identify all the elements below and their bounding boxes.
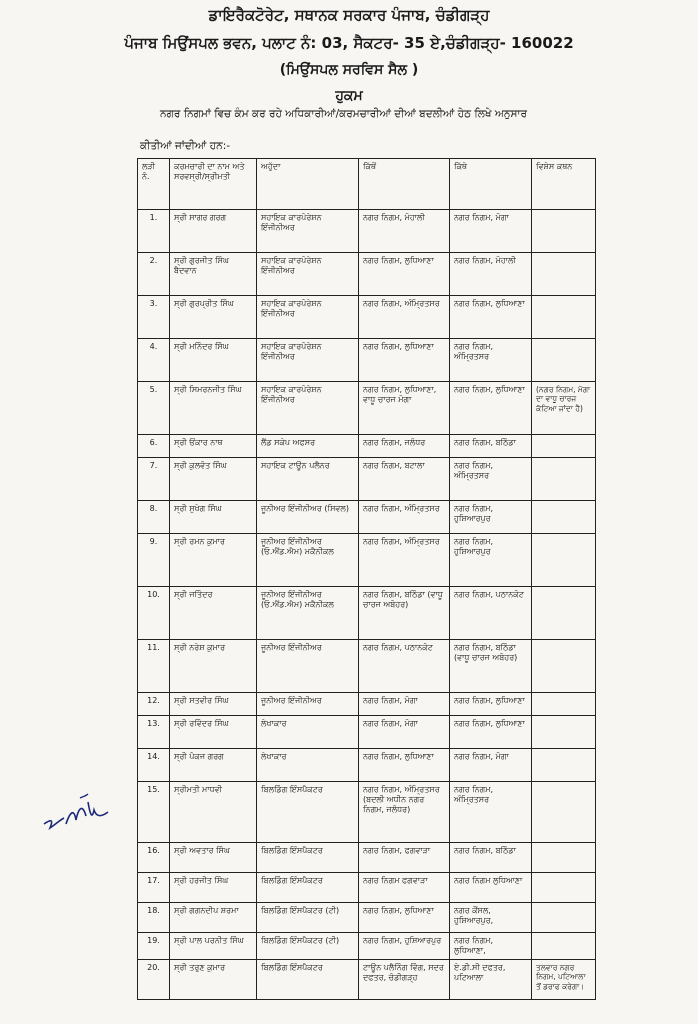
row-remarks	[532, 587, 596, 640]
row-serial: 14.	[138, 749, 170, 782]
table-row	[138, 587, 596, 640]
row-name: ਸ੍ਰੀ ਗਗਨਦੀਪ ਸ਼ਰਮਾ	[170, 903, 257, 933]
row-designation: ਸਹਾਇਕ ਕਾਰਪੋਰੇਸ਼ਨ ਇੰਜੀਨੀਅਰ	[257, 339, 359, 382]
row-serial: 13.	[138, 716, 170, 749]
row-serial: 5.	[138, 382, 170, 435]
row-name: ਸ੍ਰੀ ਸੁਖੇਗ ਸਿੰਘ	[170, 501, 257, 534]
row-name: ਸ੍ਰੀ ਗੁਰਪ੍ਰੀਤ ਸਿੰਘ	[170, 296, 257, 339]
table-row	[138, 782, 596, 843]
row-from: ਨਗਰ ਨਿਗਮ, ਲੁਧਿਆਣਾ	[359, 253, 450, 296]
row-designation: ਸਹਾਇਕ ਕਾਰਪੋਰੇਸ਼ਨ ਇੰਜੀਨੀਅਰ	[257, 382, 359, 435]
row-designation: ਲੈਂਡ ਸਕੇਪ ਅਫਸਰ	[257, 435, 359, 458]
row-to: ਨਗਰ ਨਿਗਮ, ਹੁਸ਼ਿਆਰਪੁਰ	[450, 534, 532, 587]
row-designation: ਬਿਲਡਿੰਗ ਇੰਸਪੈਕਟਰ	[257, 843, 359, 873]
row-name: ਸ੍ਰੀ ਕੁਲਵੰਤ ਸਿੰਘ	[170, 458, 257, 501]
table-body	[138, 210, 596, 1000]
row-designation: ਬਿਲਡਿੰਗ ਇੰਸਪੈਕਟਰ (ਟੀ)	[257, 903, 359, 933]
row-serial: 10.	[138, 587, 170, 640]
table-row	[138, 253, 596, 296]
row-from: ਨਗਰ ਨਿਗਮ, ਲੁਧਿਆਣਾ, ਵਾਧੂ ਚਾਰਜ ਮੋਗਾ	[359, 382, 450, 435]
row-name: ਸ੍ਰੀ ਅਵਤਾਰ ਸਿੰਘ	[170, 843, 257, 873]
row-from: ਨਗਰ ਨਿਗਮ, ਲੁਧਿਆਣਾ	[359, 749, 450, 782]
header-to: ਕਿੱਥੇ	[450, 159, 532, 210]
table-row	[138, 873, 596, 903]
row-to: ਨਗਰ ਨਿਗਮ, ਲੁਧਿਆਣਾ	[450, 296, 532, 339]
row-remarks	[532, 435, 596, 458]
table-row	[138, 339, 596, 382]
row-remarks	[532, 640, 596, 693]
row-from: ਨਗਰ ਨਿਗਮ, ਅੰਮ੍ਰਿਤਸਰ	[359, 534, 450, 587]
row-from: ਨਗਰ ਨਿਗਮ, ਅੰਮ੍ਰਿਤਸਰ (ਬਦਲੀ ਅਧੀਨ ਨਗਰ ਨਿਗਮ, ਜਲੰਧਰ)	[359, 782, 450, 843]
row-from: ਨਗਰ ਨਿਗਮ, ਫਗਵਾੜਾ	[359, 843, 450, 873]
row-serial: 9.	[138, 534, 170, 587]
row-designation: ਜੂਨੀਅਰ ਇੰਜੀਨੀਅਰ (ਓ.ਐਂਡ.ਐਮ) ਮਕੈਨੀਕਲ	[257, 534, 359, 587]
row-to: ਏ.ਡੀ.ਸੀ ਦਫਤਰ, ਪਟਿਆਲਾ	[450, 960, 532, 1000]
row-name: ਸ੍ਰੀ ਸਤਵੀਰ ਸਿੰਘ	[170, 693, 257, 716]
row-from: ਨਗਰ ਨਿਗਮ, ਲੁਧਿਆਣਾ	[359, 339, 450, 382]
row-from: ਨਗਰ ਨਿਗਮ, ਬਟਾਲਾ	[359, 458, 450, 501]
intro-line-1: ਨਗਰ ਨਿਗਮਾਂ ਵਿਚ ਕੰਮ ਕਰ ਰਹੇ ਅਧਿਕਾਰੀਆਂ/ਕਰਮਚਾਰੀਆਂ ਦੀਆਂ ਬਦਲੀਆਂ ਹੇਠ ਲਿਖੇ ਅਨੁਸਾਰ	[160, 108, 527, 120]
row-remarks	[532, 210, 596, 253]
table-row	[138, 903, 596, 933]
table-header-row	[138, 159, 596, 210]
header-designation: ਅਹੁੱਦਾ	[257, 159, 359, 210]
row-serial: 1.	[138, 210, 170, 253]
header-name: ਕਰਮਚਾਰੀ ਦਾ ਨਾਮ ਅਤੇ ਸਰਵਸ੍ਰੀ/ਸ੍ਰੀਮਤੀ	[170, 159, 257, 210]
row-remarks	[532, 782, 596, 843]
row-remarks: (ਨਗਰ ਨਿਗਮ, ਮੋਗਾ ਦਾ ਵਾਧੂ ਚਾਰਜ ਕੱਟਿਆ ਜਾਂਦਾ ਹੈ)	[532, 382, 596, 435]
table-row	[138, 435, 596, 458]
row-serial: 6.	[138, 435, 170, 458]
row-designation: ਜੂਨੀਅਰ ਇੰਜੀਨੀਅਰ	[257, 693, 359, 716]
row-to: ਨਗਰ ਨਿਗਮ, ਮੋਹਾਲੀ	[450, 253, 532, 296]
table-row	[138, 933, 596, 960]
row-from: ਨਗਰ ਨਿਗਮ ਫਗਵਾੜਾ	[359, 873, 450, 903]
row-remarks	[532, 903, 596, 933]
row-to: ਨਗਰ ਨਿਗਮ, ਮੋਗਾ	[450, 749, 532, 782]
row-serial: 3.	[138, 296, 170, 339]
row-remarks: ਤਲਵਾਰ ਨਗਰ ਨਿਗਮ, ਪਟਿਆਲਾ ਤੋਂ ਡਰਾਫ ਕਰੇਗਾ।	[532, 960, 596, 1000]
table-row	[138, 501, 596, 534]
row-from: ਟਾਊਨ ਪਲੈਨਿੰਗ ਵਿੰਗ, ਸਦਰ ਦਫਤਰ, ਚੰਡੀਗੜ੍ਹ	[359, 960, 450, 1000]
row-remarks	[532, 501, 596, 534]
row-designation: ਸਹਾਇਕ ਕਾਰਪੋਰੇਸ਼ਨ ਇੰਜੀਨੀਅਰ	[257, 296, 359, 339]
row-serial: 12.	[138, 693, 170, 716]
row-serial: 8.	[138, 501, 170, 534]
row-serial: 18.	[138, 903, 170, 933]
row-serial: 11.	[138, 640, 170, 693]
table-row	[138, 716, 596, 749]
row-remarks	[532, 534, 596, 587]
row-from: ਨਗਰ ਨਿਗਮ, ਅੰਮ੍ਰਿਤਸਰ	[359, 296, 450, 339]
row-from: ਨਗਰ ਨਿਗਮ, ਮੋਗਾ	[359, 716, 450, 749]
row-name: ਸ੍ਰੀ ਪਾਲ ਪਰਨੀਤ ਸਿੰਘ	[170, 933, 257, 960]
row-name: ਸ੍ਰੀ ਰਵਿੰਦਰ ਸਿੰਘ	[170, 716, 257, 749]
row-name: ਸ੍ਰੀ ਓਂਕਾਰ ਨਾਥ	[170, 435, 257, 458]
table-row	[138, 640, 596, 693]
row-from: ਨਗਰ ਨਿਗਮ, ਜਲੰਧਰ	[359, 435, 450, 458]
row-designation: ਬਿਲਡਿੰਗ ਇੰਸਪੈਕਟਰ (ਟੀ)	[257, 933, 359, 960]
row-name: ਸ੍ਰੀ ਤਰੁਣ ਕੁਮਾਰ	[170, 960, 257, 1000]
row-remarks	[532, 873, 596, 903]
row-serial: 15.	[138, 782, 170, 843]
row-remarks	[532, 933, 596, 960]
row-to: ਨਗਰ ਨਿਗਮ, ਬਠਿੰਡਾ	[450, 843, 532, 873]
row-name: ਸ੍ਰੀਮਤੀ ਮਾਧਵੀ	[170, 782, 257, 843]
row-designation: ਸਹਾਇਕ ਟਾਊਨ ਪਲੈਨਰ	[257, 458, 359, 501]
row-serial: 17.	[138, 873, 170, 903]
row-designation: ਜੂਨੀਅਰ ਇੰਜੀਨੀਅਰ (ਸਿਵਲ)	[257, 501, 359, 534]
table-row	[138, 296, 596, 339]
row-to: ਨਗਰ ਨਿਗਮ, ਪਠਾਨਕੋਟ	[450, 587, 532, 640]
row-to: ਨਗਰ ਕੌਂਸਲ, ਹੁਸ਼ਿਆਰਪੁਰ,	[450, 903, 532, 933]
header-from: ਕਿੱਥੋਂ	[359, 159, 450, 210]
row-designation: ਸਹਾਇਕ ਕਾਰਪੋਰੇਸ਼ਨ ਇੰਜੀਨੀਅਰ	[257, 253, 359, 296]
row-from: ਨਗਰ ਨਿਗਮ, ਹੁਸ਼ਿਆਰਪੁਰ	[359, 933, 450, 960]
row-designation: ਬਿਲਡਿੰਗ ਇੰਸਪੈਕਟਰ	[257, 782, 359, 843]
row-name: ਸ੍ਰੀ ਨਰੇਸ਼ ਕੁਮਾਰ	[170, 640, 257, 693]
order-heading: ਹੁਕਮ	[335, 88, 363, 104]
table-row	[138, 843, 596, 873]
row-from: ਨਗਰ ਨਿਗਮ, ਲੁਧਿਆਣਾ	[359, 903, 450, 933]
row-name: ਸ੍ਰੀ ਹਰਜੀਤ ਸਿੰਘ	[170, 873, 257, 903]
row-to: ਨਗਰ ਨਿਗਮ ਲੁਧਿਆਣਾ	[450, 873, 532, 903]
row-designation: ਬਿਲਡਿੰਗ ਇੰਸਪੈਕਟਰ	[257, 960, 359, 1000]
table-row	[138, 534, 596, 587]
row-remarks	[532, 296, 596, 339]
table-row	[138, 458, 596, 501]
intro-line-2: ਕੀਤੀਆਂ ਜਾਂਦੀਆਂ ਹਨ:-	[140, 140, 231, 152]
row-from: ਨਗਰ ਨਿਗਮ, ਬਠਿੰਡਾ (ਵਾਧੂ ਚਾਰਜ ਅਬੋਹਰ)	[359, 587, 450, 640]
row-designation: ਜੂਨੀਅਰ ਇੰਜੀਨੀਅਰ (ਓ.ਐਂਡ.ਐਮ) ਮਕੈਨੀਕਲ	[257, 587, 359, 640]
row-remarks	[532, 458, 596, 501]
row-designation: ਲੇਖਾਕਾਰ	[257, 716, 359, 749]
table-row	[138, 382, 596, 435]
table-row	[138, 749, 596, 782]
row-remarks	[532, 693, 596, 716]
row-to: ਨਗਰ ਨਿਗਮ, ਅੰਮ੍ਰਿਤਸਰ	[450, 458, 532, 501]
header-serial: ਲੜੀ ਨੰ.	[138, 159, 170, 210]
row-serial: 20.	[138, 960, 170, 1000]
row-to: ਨਗਰ ਨਿਗਮ, ਲੁਧਿਆਣਾ	[450, 716, 532, 749]
row-serial: 7.	[138, 458, 170, 501]
table-row	[138, 210, 596, 253]
row-name: ਸ੍ਰੀ ਗੁਰਜੀਤ ਸਿੰਘ ਬੈਦਵਾਨ	[170, 253, 257, 296]
directorate-address: ਪੰਜਾਬ ਮਿਉਂਸਪਲ ਭਵਨ, ਪਲਾਟ ਨੰ: 03, ਸੈਕਟਰ- 35 ਏ,ਚੰਡੀਗੜ੍ਹ- 160022	[124, 34, 574, 52]
row-to: ਨਗਰ ਨਿਗਮ, ਲੁਧਿਆਣਾ,	[450, 933, 532, 960]
row-name: ਸ੍ਰੀ ਜਤਿੰਦਰ	[170, 587, 257, 640]
cell-name: (ਮਿਉਂਸਪਲ ਸਰਵਿਸ ਸੈਲ )	[279, 62, 419, 78]
row-remarks	[532, 749, 596, 782]
row-name: ਸ੍ਰੀ ਪੰਕਜ ਗਰਗ	[170, 749, 257, 782]
row-to: ਨਗਰ ਨਿਗਮ, ਲੁਧਿਆਣਾ	[450, 382, 532, 435]
row-name: ਸ੍ਰੀ ਮਨਿੰਦਰ ਸਿੰਘ	[170, 339, 257, 382]
row-remarks	[532, 253, 596, 296]
table-row	[138, 960, 596, 1000]
row-to: ਨਗਰ ਨਿਗਮ, ਬਠਿੰਡਾ (ਵਾਧੂ ਚਾਰਜ ਅਬੋਹਰ)	[450, 640, 532, 693]
row-designation: ਬਿਲਡਿੰਗ ਇੰਸਪੈਕਟਰ	[257, 873, 359, 903]
row-serial: 2.	[138, 253, 170, 296]
table-row	[138, 693, 596, 716]
row-name: ਸ੍ਰੀ ਸਿਮਰਨਜੀਤ ਸਿੰਘ	[170, 382, 257, 435]
row-from: ਨਗਰ ਨਿਗਮ, ਅੰਮ੍ਰਿਤਸਰ	[359, 501, 450, 534]
row-designation: ਜੂਨੀਅਰ ਇੰਜੀਨੀਅਰ	[257, 640, 359, 693]
transfer-table	[137, 158, 596, 1000]
row-serial: 4.	[138, 339, 170, 382]
row-from: ਨਗਰ ਨਿਗਮ, ਮੋਹਾਲੀ	[359, 210, 450, 253]
header-remarks: ਵਿਸ਼ੇਸ ਕਥਨ	[532, 159, 596, 210]
row-designation: ਲੇਖਾਕਾਰ	[257, 749, 359, 782]
row-serial: 19.	[138, 933, 170, 960]
row-serial: 16.	[138, 843, 170, 873]
row-to: ਨਗਰ ਨਿਗਮ, ਹੁਸ਼ਿਆਰਪੁਰ	[450, 501, 532, 534]
directorate-title: ਡਾਇਰੈਕਟੋਰੇਟ, ਸਥਾਨਕ ਸਰਕਾਰ ਪੰਜਾਬ, ਚੰਡੀਗੜ੍ਹ	[208, 6, 490, 24]
row-to: ਨਗਰ ਨਿਗਮ, ਲੁਧਿਆਣਾ	[450, 693, 532, 716]
row-remarks	[532, 716, 596, 749]
row-name: ਸ੍ਰੀ ਰਮਨ ਕੁਮਾਰ	[170, 534, 257, 587]
row-to: ਨਗਰ ਨਿਗਮ, ਬਠਿੰਡਾ	[450, 435, 532, 458]
row-remarks	[532, 843, 596, 873]
row-name: ਸ੍ਰੀ ਸਾਗਰ ਗਰਗ	[170, 210, 257, 253]
row-to: ਨਗਰ ਨਿਗਮ, ਅੰਮ੍ਰਿਤਸਰ	[450, 782, 532, 843]
row-designation: ਸਹਾਇਕ ਕਾਰਪੋਰੇਸ਼ਨ ਇੰਜੀਨੀਅਰ	[257, 210, 359, 253]
row-from: ਨਗਰ ਨਿਗਮ, ਮੋਗਾ	[359, 693, 450, 716]
handwritten-signature	[40, 790, 115, 840]
row-to: ਨਗਰ ਨਿਗਮ, ਮੋਗਾ	[450, 210, 532, 253]
row-to: ਨਗਰ ਨਿਗਮ, ਅੰਮ੍ਰਿਤਸਰ	[450, 339, 532, 382]
row-from: ਨਗਰ ਨਿਗਮ, ਪਠਾਨਕੋਟ	[359, 640, 450, 693]
row-remarks	[532, 339, 596, 382]
